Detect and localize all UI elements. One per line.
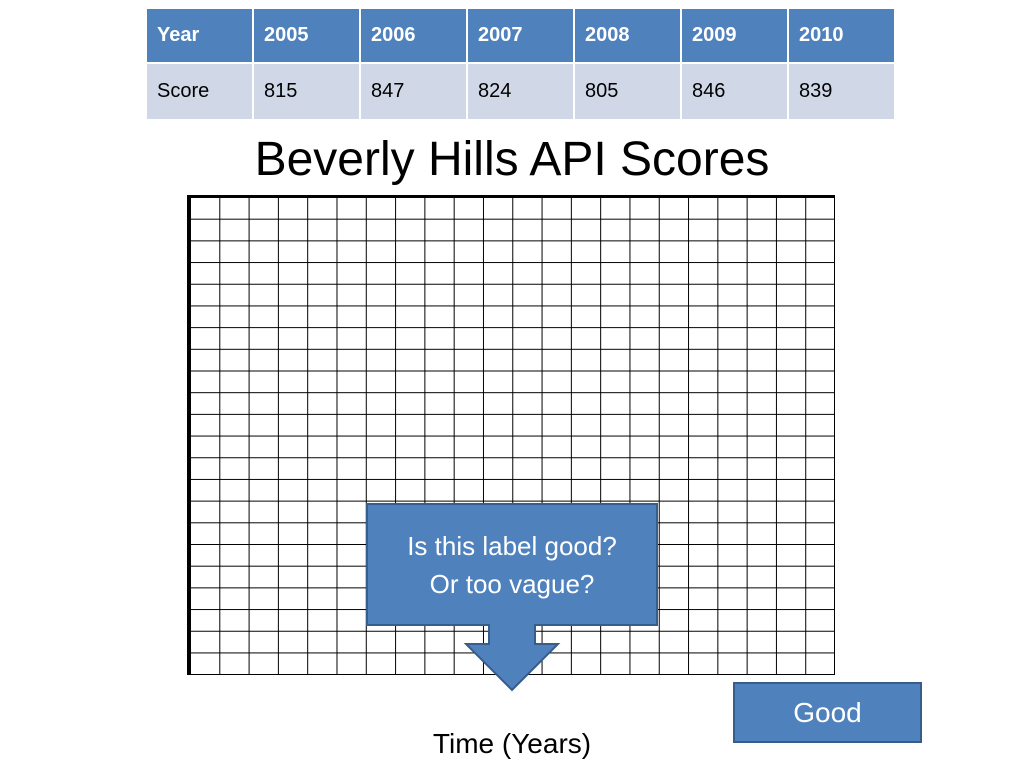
year-cell: 2005 [253, 8, 360, 63]
score-cell: 847 [360, 63, 467, 120]
year-cell: 2009 [681, 8, 788, 63]
good-button[interactable]: Good [733, 682, 922, 743]
x-axis-label: Time (Years) [432, 728, 592, 759]
score-cell: 805 [574, 63, 681, 120]
slide-title: Beverly Hills API Scores [254, 133, 770, 186]
row-label-score: Score [146, 63, 253, 120]
table-header-row [146, 8, 895, 63]
callout-line-1: Is this label good? [407, 530, 617, 561]
year-cell: 2010 [788, 8, 895, 63]
header-cell-year: Year [146, 8, 253, 63]
score-cell: 815 [253, 63, 360, 120]
year-cell: 2007 [467, 8, 574, 63]
year-cell: 2008 [574, 8, 681, 63]
year-cell: 2006 [360, 8, 467, 63]
score-cell: 839 [788, 63, 895, 120]
down-arrow-icon [462, 624, 562, 694]
score-cell: 824 [467, 63, 574, 120]
callout-box [366, 503, 658, 626]
table-data-row [146, 63, 895, 120]
score-cell: 846 [681, 63, 788, 120]
callout-line-2: Or too vague? [429, 568, 595, 599]
api-scores-table [145, 7, 896, 121]
